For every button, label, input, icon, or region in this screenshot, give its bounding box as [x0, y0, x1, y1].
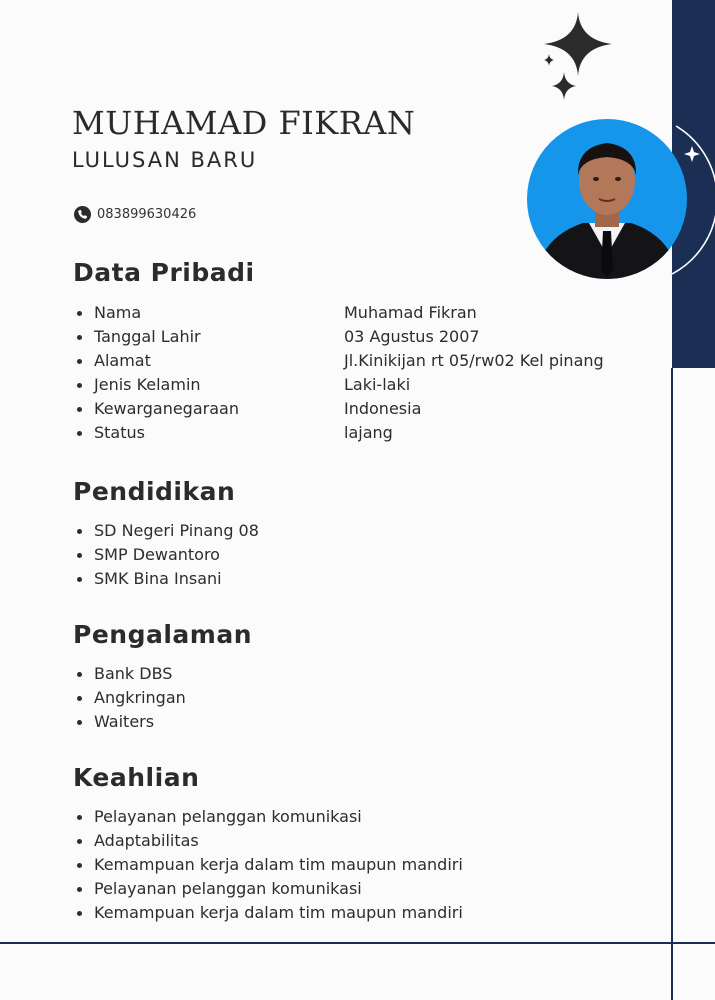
sparkle-stars-icon [540, 10, 620, 102]
personal-data-value: Laki-laki [344, 375, 411, 394]
list-item: Pelayanan pelanggan komunikasi [76, 877, 463, 901]
phone-number: 083899630426 [97, 207, 197, 222]
phone-contact [74, 206, 196, 223]
list-item: SMP Dewantoro [76, 543, 259, 567]
section-heading-data-pribadi: Data Pribadi [73, 258, 255, 287]
person-title: LULUSAN BARU [72, 148, 258, 172]
personal-data-row [76, 421, 604, 445]
personal-data-row [76, 397, 604, 421]
personal-data-label: Status [94, 423, 145, 442]
list-item: Adaptabilitas [76, 829, 463, 853]
personal-data-row [76, 373, 604, 397]
personal-data-value: Indonesia [344, 399, 422, 418]
personal-data-label: Nama [94, 303, 142, 322]
personal-data-row [76, 349, 604, 373]
personal-data-label: Alamat [94, 351, 151, 370]
personal-data-label: Tanggal Lahir [94, 327, 201, 346]
vertical-divider-line [671, 368, 673, 1000]
list-item: SMK Bina Insani [76, 567, 259, 591]
list-item: SD Negeri Pinang 08 [76, 519, 259, 543]
horizontal-divider-line [0, 942, 715, 944]
personal-data-value: 03 Agustus 2007 [344, 327, 480, 346]
list-item: Waiters [76, 710, 186, 734]
section-heading-pendidikan: Pendidikan [73, 477, 236, 506]
personal-data-label: Kewarganegaraan [94, 399, 239, 418]
personal-data-list [76, 301, 604, 445]
section-heading-keahlian: Keahlian [73, 763, 200, 792]
personal-data-row [76, 325, 604, 349]
personal-data-value: Jl.Kinikijan rt 05/rw02 Kel pinang [344, 351, 604, 370]
list-item: Kemampuan kerja dalam tim maupun mandiri [76, 853, 463, 877]
personal-data-value: lajang [344, 423, 393, 442]
list-item: Kemampuan kerja dalam tim maupun mandiri [76, 901, 463, 925]
list-item: Pelayanan pelanggan komunikasi [76, 805, 463, 829]
phone-icon [74, 206, 91, 223]
personal-data-row [76, 301, 604, 325]
personal-data-value: Muhamad Fikran [344, 303, 477, 322]
skills-list [76, 805, 463, 925]
section-heading-pengalaman: Pengalaman [73, 620, 252, 649]
list-item: Bank DBS [76, 662, 186, 686]
experience-list [76, 662, 186, 734]
list-item: Angkringan [76, 686, 186, 710]
personal-data-label: Jenis Kelamin [94, 375, 201, 394]
person-name: MUHAMAD FIKRAN [72, 104, 416, 142]
education-list [76, 519, 259, 591]
profile-photo [527, 119, 687, 279]
